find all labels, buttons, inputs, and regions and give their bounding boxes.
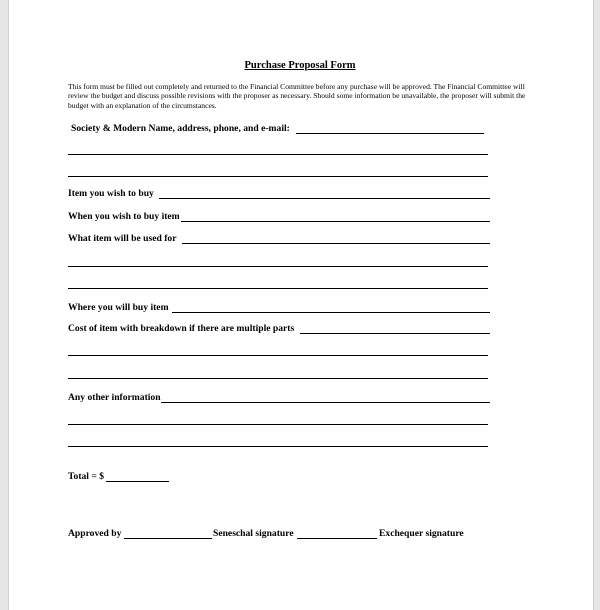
form-instructions: This form must be filled out completely and returned to the Financial Committee before any purchase will be approved. The Financial Committee will review the budget and discuss possible revisions with the proposer as necessary. Should some information be unavailable, the proposer will submit the budget with an explanation of the circumstances. [68, 82, 526, 110]
cost-field-line-3[interactable] [68, 378, 488, 379]
form-title: Purchase Proposal Form [244, 60, 356, 71]
society-field[interactable] [296, 133, 484, 134]
other-info-field[interactable] [161, 402, 490, 403]
item-label: Item you wish to buy [68, 188, 154, 199]
total-label: Total = $ [68, 471, 105, 482]
cost-field-line-2[interactable] [68, 355, 488, 356]
other-info-label: Any other information [68, 392, 161, 403]
use-label: What item will be used for [68, 233, 177, 244]
society-field-line-2[interactable] [68, 154, 488, 155]
use-field-line-3[interactable] [68, 288, 488, 289]
other-info-field-line-2[interactable] [68, 424, 488, 425]
society-field-line-3[interactable] [68, 176, 488, 177]
when-field[interactable] [181, 221, 490, 222]
cost-field[interactable] [300, 333, 490, 334]
total-field[interactable] [106, 481, 169, 482]
use-field-line-2[interactable] [68, 266, 488, 267]
exchequer-signature-label: Exchequer signature [379, 528, 464, 539]
where-field[interactable] [172, 312, 490, 313]
exchequer-signature-field[interactable] [297, 538, 377, 539]
society-label: Society & Modern Name, address, phone, and e-mail: [71, 123, 290, 134]
cost-label: Cost of item with breakdown if there are multiple parts [68, 323, 295, 334]
other-info-field-line-3[interactable] [68, 446, 488, 447]
where-label: Where you will buy item [68, 302, 169, 313]
use-field[interactable] [182, 243, 490, 244]
seneschal-signature-label: Seneschal signature [213, 528, 294, 539]
when-label: When you wish to buy item [68, 211, 180, 222]
seneschal-signature-field[interactable] [124, 538, 212, 539]
approved-by-label: Approved by [68, 528, 122, 539]
item-field[interactable] [159, 198, 490, 199]
